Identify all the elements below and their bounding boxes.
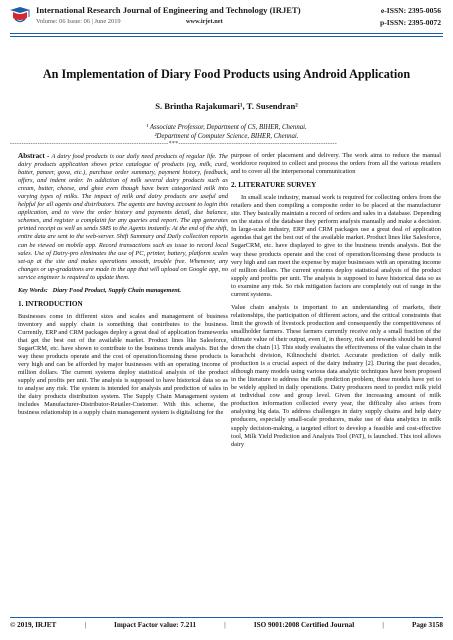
abstract	[18, 152, 228, 282]
section-divider: ---------------------------------------------------------------------***---------------------------------------------------------------------	[10, 141, 338, 147]
footer-separator: |	[382, 621, 384, 629]
e-issn: e-ISSN: 2395-0056	[380, 6, 441, 15]
volume-info: Volume: 06 Issue: 06 | June 2019	[36, 18, 121, 25]
page-footer	[10, 621, 443, 629]
footer-copyright: © 2019, IRJET	[10, 621, 57, 629]
introduction-continued: purpose of order placement and delivery. The work aims to reduce the manual workforce required to collect and process the orders from all the various retailers and to cover all the interpersonal communication	[231, 152, 441, 176]
footer-separator: |	[84, 621, 86, 629]
section-heading-introduction: 1. INTRODUCTION	[18, 299, 83, 308]
header-rule-thin	[10, 36, 443, 37]
footer-iso: ISO 9001:2008 Certified Journal	[253, 621, 355, 629]
footer-impact-factor: Impact Factor value: 7.211	[114, 621, 197, 629]
header-rule	[10, 33, 443, 34]
paper-title: An Implementation of Diary Food Products using Android Application	[42, 67, 411, 81]
section-heading-literature-survey: 2. LITERATURE SURVEY	[231, 181, 317, 190]
footer-page-number: Page 3158	[411, 621, 443, 629]
authors: S. Brintha Rajakumari¹, T. Susendran²	[155, 101, 298, 111]
abstract-text: A dairy food products is our daily need products of regular life. The dairy products application shows price catalogue of products (eg, milk, curd, batter, paneer, gova, etc.), purchase order summary, payment history, feedback, offers, and indent order. In addiction of milk several dairy products such as cream, butter, cheese, and ghee even though have been categorized milk into varying types of milks. The impact of milk and dairy products are useful and helpful for all agents and distributors. The agents are having account to login this application, and to view the order history and payments detail, due balance, schemes, and register a complaint for any queries and report. The app generates printed receipt as well as sends SMS to the Agents instantly. At the end of the shift, entire data are sent to the web-server. Shift Summary and Daily collection reports can be viewed on mobile app. Record transactions such as issue to record local sales. Use of Dairy-pro eliminates the use of PC, printer, battery, platform scales set-up at the site and makes operations smooth, trouble free. Whenever, any changes or up-gradations are made in the app that will upload on Google app, no service engineer is required to update them.	[18, 153, 228, 281]
left-column	[18, 152, 228, 422]
website-link[interactable]: www.irjet.net	[185, 18, 223, 25]
irjet-logo-icon	[9, 6, 31, 26]
footer-separator: |	[224, 621, 226, 629]
right-column	[231, 152, 441, 454]
introduction-paragraph: Businesses come in different sizes and scales and management of business inventory and supply chain is something that contributes to the business. Currently, ERP and CRM packages deploy a great deal of application frameworks that get the best out of the available market. Product lines like Salesforce, SugarCRM, etc. have shown to contribute to the business trends analysis. But the way these products operate and the cost of operation/licensing these products is very high and can be afforded by major businesses with an operating income of million dollars. The current systems deploy statistical analysis of the product supply and profits per unit. The analysis is supposed to have historical data so as to analyse any risk. The system is intended for analysis and prediction of sales in the dairy products distribution system. The Supply Chain Management system includes Manufacturer-Distributor-Retailer-Customer. With this scheme, the business relationship in a supply chain management system is digitalising for the	[18, 312, 228, 417]
keywords-label: Key Words:	[18, 286, 48, 294]
keywords	[18, 287, 228, 295]
affiliation-1: ¹ Associate Professor, Department of CS, BIHER, Chennai.	[146, 124, 307, 131]
footer-rule	[10, 617, 443, 618]
affiliation-2: ²Department of Computer Science, BIHER, Chennai.	[154, 133, 299, 140]
p-issn: p-ISSN: 2395-0072	[380, 18, 441, 27]
abstract-label: Abstract -	[18, 152, 52, 160]
literature-paragraph-1: In small scale industry, manual work is required for collecting orders from the retailers and then compiling a composite order to be placed at the manufacturer site. They basically maintain a record of orders and sales in a database. Depending on the status of the database they perform analysis manually and make a decision. In large-scale industry, ERP and CRM packages use a great deal of application agendas that get the best out of the available market. Product lines like Salesforce, SugarCRM, etc. have displayed to give to the business trends analysis. But the way these products operate and the cost of operation/licensing these products is very high and can meet the expense by major businesses with an operating income of million dollars. The current systems deploy statistical analysis of the product supply and profits per unit. The analysis is supposed to have historical data so as to examine any risk. So risk mitigation factors are completely out of range in the current systems.	[231, 194, 441, 298]
literature-paragraph-2: Value chain analysis is important to an understanding of markets, their relationships, the participation of different actors, and the critical constraints that limit the growth of livestock production and consequently the competitiveness of smallholder farmers. These farmers currently receive only a small fraction of the ultimate value of their output, even if, in theory, risk and rewards should be shared down the chain [1]. This study evaluates the effectiveness of the value chain in the karachchi division, Kilinochchi district. Accurate prediction of daily milk production is a crucial aspect of the dairy industry [2]. During the past decades, although many models using various data analytic techniques have been proposed in the literature to address the milk prediction problem, these models have yet to be widely applied in daily operations. Dairy producers need to predict milk yield at individual cow and group level. Given the increasing amount of milk production information collected every year, the difficulty also arises from analysing big data. To address challenges in dairy supply chains and help dairy producers, especially small-scale producers, make use of data analytics in milk supply decision-making, a targeted effort to develop a feasible and cost-effective tool, Milk Yield Prediction and Analysis Tool (PAT), is launched. This tool allows dairy	[231, 303, 441, 448]
keywords-text: Diary Food Product, Supply Chain management.	[52, 286, 182, 294]
journal-meta	[36, 18, 223, 25]
journal-name: International Research Journal of Engineering and Technology (IRJET)	[36, 5, 301, 15]
